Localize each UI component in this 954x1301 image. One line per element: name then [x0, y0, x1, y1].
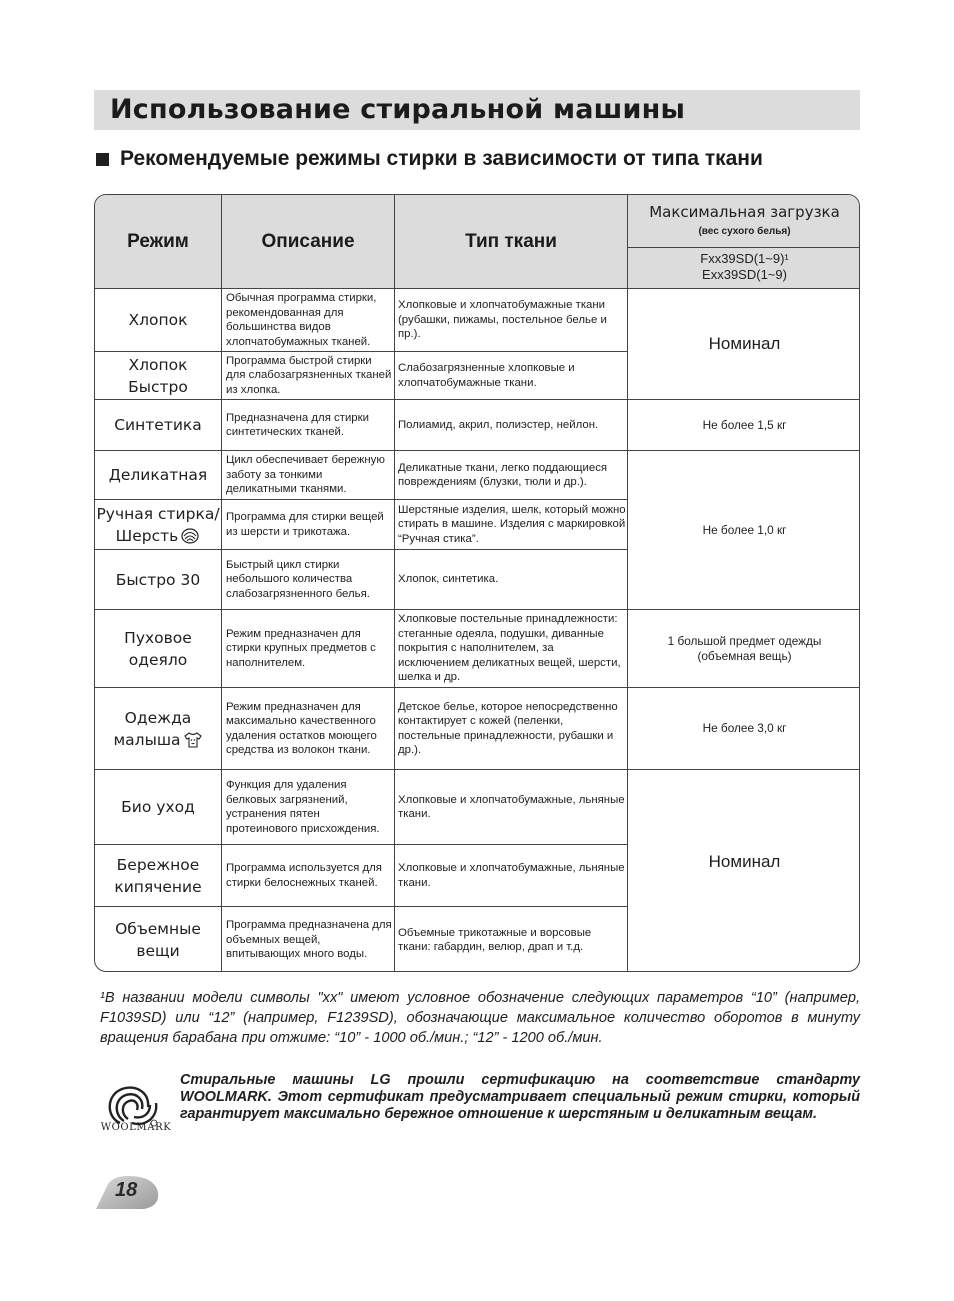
fabric-bio-care: Хлопковые и хлопчатобумажные, льняные ткани.	[398, 793, 625, 820]
fabric-quick-30: Хлопок, синтетика.	[398, 573, 499, 586]
mode-duvet: Пуховое одеяло	[124, 628, 192, 669]
load-duvet: 1 большой предмет одежды (объемная вещь)	[667, 633, 822, 663]
load-delicate-group: Не более 1,0 кг	[702, 522, 787, 537]
fabric-cotton-quick: Слабозагрязненные хлопковые и хлопчатобумажные ткани.	[398, 362, 575, 389]
desc-bio-care: Функция для удаления белковых загрязнений, устранения пятен протеинового присхождения.	[226, 779, 380, 835]
desc-baby-clothes: Режим предназначен для максимально качественного удаления остатков моющего средства из волокон ткани.	[226, 700, 377, 756]
desc-bulky-items: Программа предназначена для объемных вещей, впитывающих много воды.	[226, 919, 392, 961]
page-title-bar	[94, 90, 860, 130]
fabric-synthetic: Полиамид, акрил, полиэстер, нейлон.	[398, 418, 599, 431]
fabric-delicate: Деликатные ткани, легко поддающиеся повреждениям (блузки, тюли и др.).	[398, 461, 608, 488]
fabric-duvet: Хлопковые постельные принадлежности: стеганные одеяла, подушки, диванные покрытия с наполнителем, за исключением деликатных вещей, шерсти, шелка и др.	[398, 613, 621, 684]
woolmark-wordmark: WOOLMARK	[100, 1122, 172, 1133]
load-baby-clothes: Не более 3,0 кг	[702, 721, 787, 735]
mode-synthetic: Синтетика	[114, 416, 202, 434]
desc-cotton-quick: Программа быстрой стирки для слабозагрязненных тканей из хлопка.	[226, 354, 392, 396]
mode-bio-care: Био уход	[121, 798, 195, 816]
fabric-bulky-items: Объемные трикотажные и ворсовые ткани: габардин, велюр, драп и т.д.	[398, 926, 592, 953]
model-footnote: ¹В названии модели символы "xx" имеют условное обозначение следующих параметров “10” (например, F1039SD) или “12” (например, F1239SD), обозначающие максимальное количество оборотов в минуту вращения барабана при отжиме: “10” - 1000 об./мин.; “12” - 1200 об./мин.	[100, 990, 860, 1046]
fabric-gentle-boil: Хлопковые и хлопчатобумажные, льняные ткани.	[398, 862, 625, 889]
woolmark-certification-text: Стиральные машины LG прошли сертификацию на соответствие стандарту WOOLMARK. Этот сертификат предусматривает специальный режим стирки, который гарантирует максимально бережное отношение к шерстяным и деликатным вещам.	[180, 1072, 860, 1122]
desc-handwash-wool: Программа для стирки вещей из шерсти и трикотажа.	[226, 511, 384, 538]
mode-bulky-items: Объемные вещи	[115, 920, 201, 960]
header-description: Описание	[261, 230, 355, 252]
mode-baby-clothes: Одежда малыша	[95, 688, 221, 769]
load-nominal-1: Номинал	[708, 334, 781, 353]
header-mode: Режим	[127, 230, 189, 252]
baby-clothes-icon	[183, 731, 203, 749]
fabric-handwash-wool: Шерстяные изделия, шелк, который можно стирать в машине. Изделия с маркировкой “Ручная стика”.	[398, 503, 626, 545]
section-title: Рекомендуемые режимы стирки в зависимости от типа ткани	[120, 147, 763, 170]
fabric-cotton: Хлопковые и хлопчатобумажные ткани (рубашки, пижамы, постельное белье и пр.).	[398, 299, 607, 341]
header-max-load: Максимальная загрузка	[649, 203, 840, 221]
mode-quick-30: Быстро 30	[115, 570, 201, 589]
load-nominal-2: Номинал	[708, 851, 781, 871]
desc-cotton: Обычная программа стирки, рекомендованная для большинства видов хлопчатобумажных тканей.	[226, 292, 377, 348]
header-model-2: Exx39SD(1~9)	[702, 267, 787, 282]
mode-cotton: Хлопок	[128, 311, 188, 329]
header-max-load-sub: (вес сухого белья)	[698, 226, 791, 237]
desc-delicate: Цикл обеспечивает бережную заботу за тонкими деликатными тканями.	[226, 454, 385, 496]
page-number: 18	[115, 1179, 138, 1201]
desc-synthetic: Предназначена для стирки синтетических тканей.	[226, 411, 369, 438]
desc-duvet: Режим предназначен для стирки крупных предметов с наполнителем.	[226, 627, 376, 669]
header-models	[628, 251, 860, 283]
fabric-baby-clothes: Детское белье, которое непосредственно контактирует с кожей (пеленки, постельные принадлежности, рубашки и др.).	[398, 700, 618, 756]
mode-gentle-boil: Бережное кипячение	[114, 855, 202, 896]
header-fabric: Тип ткани	[465, 230, 557, 252]
wash-modes-table	[94, 194, 860, 972]
page-title: Использование стиральной машины	[110, 94, 686, 125]
header-model-1: Fxx39SD(1~9)¹	[700, 251, 789, 266]
mode-cotton-quick: Хлопок Быстро	[128, 355, 188, 396]
desc-quick-30: Быстрый цикл стирки небольшого количества слабозагрязненного белья.	[226, 558, 370, 600]
desc-gentle-boil: Программа используется для стирки белоснежных тканей.	[226, 862, 382, 889]
wool-icon	[180, 527, 200, 545]
mode-delicate: Деликатная	[108, 466, 208, 484]
section-bullet-icon	[96, 153, 109, 166]
load-synthetic: Не более 1,5 кг	[702, 417, 787, 432]
mode-handwash-wool: Ручная стирка/ Шерсть	[96, 504, 220, 545]
